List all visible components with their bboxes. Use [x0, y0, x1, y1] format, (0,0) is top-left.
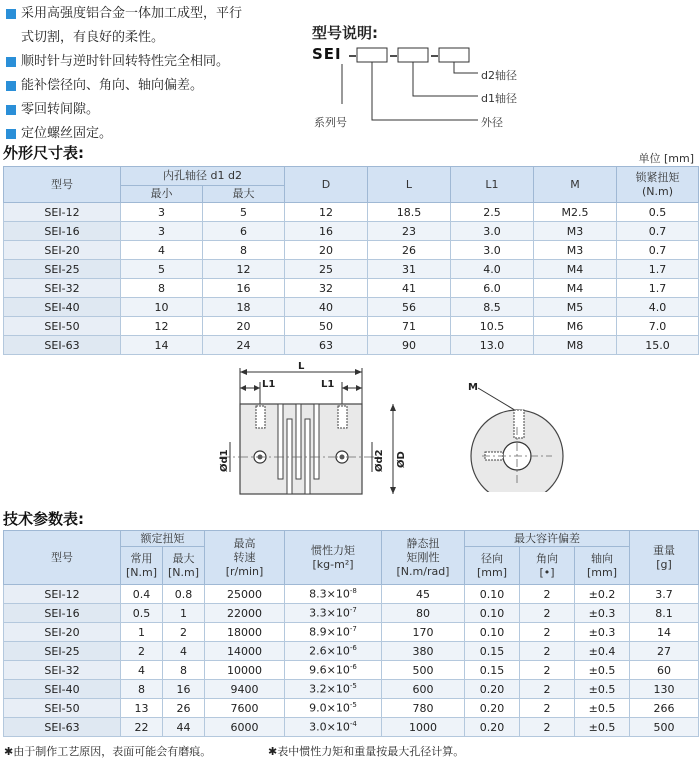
table-cell: 4 — [121, 661, 163, 680]
footnote-2 — [268, 743, 464, 759]
table-row — [4, 642, 699, 661]
table-cell: 13 — [121, 699, 163, 718]
table-cell: 170 — [382, 623, 465, 642]
header-text: 矩刚性 — [406, 550, 440, 564]
col-header-bore-min: 最小 — [121, 186, 203, 203]
table-cell: 14 — [630, 623, 699, 642]
inertia-base: 3.2×10 — [309, 682, 350, 696]
table-cell: 8 — [203, 241, 285, 260]
table-cell: 41 — [368, 279, 451, 298]
table-cell: SEI-16 — [4, 222, 121, 241]
table-cell: 8.5 — [451, 298, 534, 317]
table-cell: 0.10 — [465, 585, 520, 604]
table-cell — [285, 642, 382, 661]
inertia-exponent: -4 — [349, 720, 357, 729]
inertia-exponent: -7 — [349, 625, 357, 634]
table-cell: 0.15 — [465, 642, 520, 661]
dimension-table — [3, 166, 699, 355]
feature-list — [6, 2, 296, 146]
col-header-angular — [520, 547, 575, 585]
table-cell: 90 — [368, 336, 451, 355]
dim-L-label: L — [298, 361, 305, 372]
table-cell — [285, 604, 382, 623]
table-cell: 3 — [121, 203, 203, 222]
table-cell: 12 — [203, 260, 285, 279]
table-cell: 0.20 — [465, 680, 520, 699]
col-header-M: M — [534, 167, 617, 203]
header-unit: [N.m] — [167, 565, 200, 579]
table-cell: 3.0 — [451, 222, 534, 241]
feature-text: 能补偿径向、角向、轴向偏差。 — [21, 78, 204, 93]
coupling-side-drawing — [190, 360, 430, 515]
table-cell: SEI-40 — [4, 680, 121, 699]
table-cell: 15.0 — [617, 336, 699, 355]
table-cell: 40 — [285, 298, 368, 317]
header-unit: [•] — [539, 565, 555, 579]
inertia-base: 8.3×10 — [309, 587, 350, 601]
table-cell: SEI-25 — [4, 260, 121, 279]
header-text: 最大 — [172, 551, 195, 565]
header-unit: [N.m/rad] — [396, 564, 450, 578]
table-cell: 7.0 — [617, 317, 699, 336]
asterisk-icon: ✱ — [268, 745, 278, 758]
table-cell — [285, 661, 382, 680]
inertia-exponent: -6 — [349, 663, 357, 672]
footnote-text: 由于制作工艺原因，表面可能会有磨痕。 — [13, 745, 212, 758]
bullet-square-icon — [6, 57, 16, 67]
feature-text: 采用高强度铝合金一体加工成型，平行 — [21, 6, 243, 21]
table-cell: 0.10 — [465, 623, 520, 642]
table-cell: 18 — [203, 298, 285, 317]
table-row — [4, 585, 699, 604]
dim-L1-right-label: L1 — [321, 379, 335, 390]
bullet-square-icon — [6, 81, 16, 91]
table-row — [4, 623, 699, 642]
table-cell: 0.8 — [163, 585, 205, 604]
col-header-radial — [465, 547, 520, 585]
inertia-base: 2.6×10 — [309, 644, 350, 658]
col-header-inertia — [285, 531, 382, 585]
table-cell: 1000 — [382, 718, 465, 737]
table-row — [4, 203, 699, 222]
model-code-diagram — [340, 40, 480, 130]
col-header-model: 型号 — [4, 531, 121, 585]
table-cell: 0.20 — [465, 699, 520, 718]
table-cell: 18.5 — [368, 203, 451, 222]
table-cell: 8 — [121, 680, 163, 699]
table-cell: ±0.2 — [575, 585, 630, 604]
table-cell: 0.5 — [121, 604, 163, 623]
table-cell — [285, 623, 382, 642]
table-cell: 13.0 — [451, 336, 534, 355]
header-text: 角向 — [536, 551, 558, 565]
feature-text: 顺时针与逆时针回转特性完全相同。 — [21, 54, 230, 69]
table-cell: 0.7 — [617, 241, 699, 260]
table-cell: SEI-25 — [4, 642, 121, 661]
col-header-axial — [575, 547, 630, 585]
col-header-bore-max: 最大 — [203, 186, 285, 203]
table-cell: 26 — [163, 699, 205, 718]
table-cell: 25 — [285, 260, 368, 279]
table-cell: 2 — [520, 661, 575, 680]
table-cell: ±0.3 — [575, 604, 630, 623]
feature-text: 式切割，有良好的柔性。 — [21, 30, 165, 45]
table-cell — [285, 680, 382, 699]
table-cell: 500 — [630, 718, 699, 737]
col-header-D: D — [285, 167, 368, 203]
table-cell: 500 — [382, 661, 465, 680]
header-unit: [N.m] — [125, 565, 158, 579]
table-cell: 8 — [163, 661, 205, 680]
table-cell: 3.7 — [630, 585, 699, 604]
table-cell: 600 — [382, 680, 465, 699]
table-cell: 5 — [203, 203, 285, 222]
table-row — [4, 661, 699, 680]
table-cell: SEI-32 — [4, 279, 121, 298]
table-cell: 63 — [285, 336, 368, 355]
model-explanation-title: 型号说明: — [312, 24, 378, 42]
table-cell: ±0.5 — [575, 680, 630, 699]
tech-table-title: 技术参数表: — [3, 510, 84, 528]
label-series: 系列号 — [314, 116, 347, 129]
table-cell: 9400 — [205, 680, 285, 699]
feature-item — [6, 2, 296, 50]
table-cell: 780 — [382, 699, 465, 718]
table-cell: 380 — [382, 642, 465, 661]
table-cell: 2 — [520, 604, 575, 623]
col-header-model: 型号 — [4, 167, 121, 203]
table-cell: SEI-50 — [4, 317, 121, 336]
label-d2-shaft: d2轴径 — [481, 69, 517, 82]
header-text: 最高 — [233, 536, 256, 550]
table-row — [4, 317, 699, 336]
table-row — [4, 241, 699, 260]
table-cell: 16 — [285, 222, 368, 241]
col-header-torque-normal — [121, 547, 163, 585]
feature-item — [6, 98, 296, 122]
bullet-square-icon — [6, 129, 16, 139]
table-cell: 5 — [121, 260, 203, 279]
bullet-square-icon — [6, 9, 16, 19]
inertia-base: 9.0×10 — [309, 701, 350, 715]
inertia-exponent: -8 — [349, 587, 357, 596]
table-cell: 0.7 — [617, 222, 699, 241]
table-cell: 1 — [121, 623, 163, 642]
table-row — [4, 298, 699, 317]
table-row — [4, 336, 699, 355]
table-cell: 12 — [285, 203, 368, 222]
table-cell: 130 — [630, 680, 699, 699]
table-cell: 3.0 — [451, 241, 534, 260]
table-cell: 56 — [368, 298, 451, 317]
table-row — [4, 279, 699, 298]
table-cell: SEI-12 — [4, 203, 121, 222]
table-cell: ±0.5 — [575, 661, 630, 680]
header-text: 惯性力矩 — [311, 543, 355, 557]
table-cell: SEI-20 — [4, 241, 121, 260]
feature-text: 定位螺丝固定。 — [21, 126, 113, 141]
bullet-square-icon — [6, 105, 16, 115]
table-cell: 31 — [368, 260, 451, 279]
col-header-speed — [205, 531, 285, 585]
table-cell: 2 — [520, 585, 575, 604]
table-cell: 2 — [520, 623, 575, 642]
dimension-table-title: 外形尺寸表: — [3, 144, 84, 162]
table-cell: 3 — [121, 222, 203, 241]
table-cell: 1 — [163, 604, 205, 623]
col-header-torque — [617, 167, 699, 203]
table-cell: SEI-40 — [4, 298, 121, 317]
inertia-base: 3.0×10 — [309, 720, 350, 734]
header-text: (N.m) — [641, 184, 674, 198]
table-cell: 23 — [368, 222, 451, 241]
table-cell: 0.20 — [465, 718, 520, 737]
table-cell: 26 — [368, 241, 451, 260]
label-outer-diameter: 外径 — [481, 116, 503, 129]
table-cell: 12 — [121, 317, 203, 336]
table-cell: 2 — [121, 642, 163, 661]
table-cell: 0.10 — [465, 604, 520, 623]
header-text: 重量 — [653, 543, 676, 557]
table-cell: 16 — [203, 279, 285, 298]
label-d1-shaft: d1轴径 — [481, 92, 517, 105]
table-cell: 2 — [520, 680, 575, 699]
table-cell: M2.5 — [534, 203, 617, 222]
unit-label: 单位 [mm] — [638, 152, 694, 165]
header-text: 锁紧扭矩 — [635, 170, 680, 184]
dim-d1-label: Ød1 — [219, 449, 230, 472]
table-cell: SEI-16 — [4, 604, 121, 623]
table-cell: ±0.4 — [575, 642, 630, 661]
table-cell — [285, 718, 382, 737]
table-cell: 32 — [285, 279, 368, 298]
col-header-bore: 内孔轴径 d1 d2 — [121, 167, 285, 186]
table-cell: 80 — [382, 604, 465, 623]
table-cell: 10 — [121, 298, 203, 317]
table-cell: 71 — [368, 317, 451, 336]
table-cell — [285, 699, 382, 718]
table-cell: 4 — [163, 642, 205, 661]
table-cell: 22000 — [205, 604, 285, 623]
col-header-weight — [630, 531, 699, 585]
table-cell: 0.15 — [465, 661, 520, 680]
table-cell: 4 — [121, 241, 203, 260]
header-unit: [mm] — [587, 565, 618, 579]
table-cell: M4 — [534, 260, 617, 279]
table-row — [4, 222, 699, 241]
table-cell: 10.5 — [451, 317, 534, 336]
header-text: 静态扭 — [406, 536, 440, 550]
header-unit: [r/min] — [225, 564, 264, 578]
table-cell: 266 — [630, 699, 699, 718]
table-cell: M5 — [534, 298, 617, 317]
header-unit: [g] — [656, 557, 672, 571]
table-cell: SEI-20 — [4, 623, 121, 642]
inertia-exponent: -7 — [349, 606, 357, 615]
table-cell: 60 — [630, 661, 699, 680]
header-text: 轴向 — [591, 551, 613, 565]
col-header-torque-max — [163, 547, 205, 585]
table-cell: M4 — [534, 279, 617, 298]
table-cell: 6 — [203, 222, 285, 241]
table-cell: 2 — [163, 623, 205, 642]
table-cell: 22 — [121, 718, 163, 737]
tech-table — [3, 530, 699, 737]
col-header-deviation: 最大容许偏差 — [465, 531, 630, 547]
header-unit: [mm] — [476, 565, 507, 579]
table-row — [4, 718, 699, 737]
coupling-end-drawing — [462, 372, 572, 492]
table-cell: 0.5 — [617, 203, 699, 222]
table-cell: 6000 — [205, 718, 285, 737]
col-header-rated-torque: 额定扭矩 — [121, 531, 205, 547]
col-header-L1: L1 — [451, 167, 534, 203]
dim-L1-left-label: L1 — [262, 379, 276, 390]
table-cell: 2 — [520, 699, 575, 718]
table-cell: 14 — [121, 336, 203, 355]
feature-item — [6, 50, 296, 74]
footnote-1 — [4, 743, 211, 759]
table-cell: SEI-63 — [4, 718, 121, 737]
inertia-exponent: -5 — [349, 682, 357, 691]
table-row — [4, 680, 699, 699]
table-cell — [285, 585, 382, 604]
asterisk-icon: ✱ — [4, 745, 14, 758]
table-cell: 8 — [121, 279, 203, 298]
footnote-text: 表中惯性力矩和重量按最大孔径计算。 — [277, 745, 465, 758]
col-header-L: L — [368, 167, 451, 203]
dim-D-label: ØD — [396, 451, 407, 468]
table-cell: 8.1 — [630, 604, 699, 623]
table-cell: SEI-50 — [4, 699, 121, 718]
table-row — [4, 699, 699, 718]
table-cell: SEI-63 — [4, 336, 121, 355]
table-cell: ±0.5 — [575, 718, 630, 737]
table-cell: SEI-32 — [4, 661, 121, 680]
feature-item — [6, 74, 296, 98]
table-cell: 50 — [285, 317, 368, 336]
model-code-prefix: SEI — [312, 45, 342, 63]
table-cell: 2 — [520, 642, 575, 661]
table-row — [4, 604, 699, 623]
dim-M-label: M — [468, 382, 478, 393]
dim-d2-label: Ød2 — [374, 449, 385, 472]
inertia-base: 9.6×10 — [309, 663, 350, 677]
table-cell: 20 — [285, 241, 368, 260]
table-cell: 25000 — [205, 585, 285, 604]
table-cell: 1.7 — [617, 260, 699, 279]
table-cell: 2 — [520, 718, 575, 737]
table-cell: 4.0 — [451, 260, 534, 279]
inertia-base: 8.9×10 — [309, 625, 350, 639]
table-cell: 0.4 — [121, 585, 163, 604]
table-cell: 18000 — [205, 623, 285, 642]
table-row — [4, 260, 699, 279]
table-cell: 4.0 — [617, 298, 699, 317]
table-cell: 45 — [382, 585, 465, 604]
table-cell: 16 — [163, 680, 205, 699]
table-cell: 2.5 — [451, 203, 534, 222]
table-cell: ±0.3 — [575, 623, 630, 642]
table-cell: 7600 — [205, 699, 285, 718]
table-cell: ±0.5 — [575, 699, 630, 718]
inertia-base: 3.3×10 — [309, 606, 350, 620]
table-cell: 27 — [630, 642, 699, 661]
header-text: 转速 — [233, 550, 256, 564]
table-cell: M3 — [534, 241, 617, 260]
table-cell: 6.0 — [451, 279, 534, 298]
col-header-stiffness — [382, 531, 465, 585]
header-text: 常用 — [130, 551, 153, 565]
table-cell: M3 — [534, 222, 617, 241]
feature-text: 零回转间隙。 — [21, 102, 100, 117]
table-cell: 44 — [163, 718, 205, 737]
table-cell: 20 — [203, 317, 285, 336]
table-cell: M6 — [534, 317, 617, 336]
inertia-exponent: -5 — [349, 701, 357, 710]
header-text: 径向 — [481, 551, 503, 565]
table-cell: 10000 — [205, 661, 285, 680]
inertia-exponent: -6 — [349, 644, 357, 653]
table-cell: 24 — [203, 336, 285, 355]
table-cell: SEI-12 — [4, 585, 121, 604]
table-cell: 1.7 — [617, 279, 699, 298]
table-cell: 14000 — [205, 642, 285, 661]
header-unit: [kg-m²] — [312, 557, 354, 571]
table-cell: M8 — [534, 336, 617, 355]
